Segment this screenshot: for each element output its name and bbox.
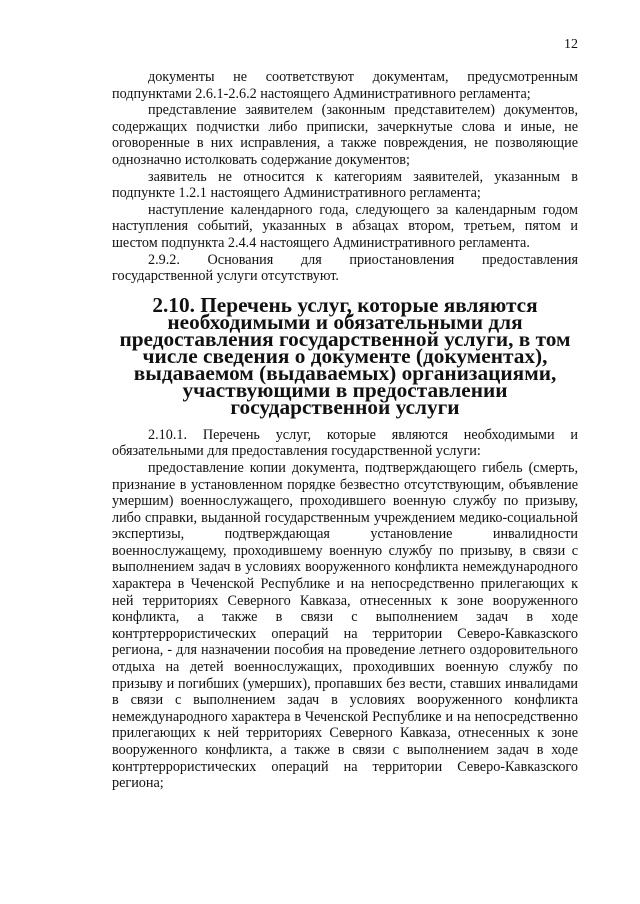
paragraph-corrections: представление заявителем (законным представителем) документов, содержащих подчистки либо приписки, зачеркнутые слова и иные, не оговоренные в них исправления, а также повреждения, не позволяющие однозначно истолковать содержание документов; (112, 102, 578, 168)
paragraph-document-copy: предоставление копии документа, подтверждающего гибель (смерть, признание в установленном порядке безвестно отсутствующим, объявление умершим) военнослужащего, проходившего военную службу по призыву, либо справки, выданной государственным учреждением медико-социальной экспертизы, подтверждающая установление инвалидности военнослужащему, проходившему военную службу по призыву, в связи с выполнением задач в условиях вооруженного конфликта немеждународного характера в Чеченской Республике и на непосредственно прилегающих к ней территориях Северного Кавказа, отнесенных к зоне вооруженного конфликта, а также в связи с выполнением задач в ходе контртеррористических операций на территории Северо-Кавказского региона, - для назначении пособия на проведение летнего оздоровительного отдыха на детей военнослужащих, проходивших военную службу по призыву и погибших (умерших), пропавших без вести, ставших инвалидами в связи с выполнением задач в условиях вооруженного конфликта немеждународного характера в Чеченской Республике и на непосредственно прилегающих к ней территориях Северного Кавказа, отнесенных к зоне вооруженного конфликта, а также в связи с выполнением задач в ходе контртеррористических операций на территории Северо-Кавказского региона; (112, 459, 578, 792)
paragraph-suspension-grounds: 2.9.2. Основания для приостановления предоставления государственной услуги отсутствуют. (112, 251, 578, 285)
paragraph-applicant-category: заявитель не относится к категориям заявителей, указанным в подпункте 1.2.1 настоящего Административного регламента; (112, 168, 578, 202)
section-heading: 2.10. Перечень услуг, которые являются необходимыми и обязательными для предоставления государственной услуги, в том числе сведения о документе (документах), выдаваемом (выдаваемых) организациями, участвующими в предоставлении государственной услуги (119, 292, 571, 419)
paragraph-documents-mismatch: документы не соответствуют документам, предусмотренным подпунктами 2.6.1-2.6.2 настоящего Административного регламента; (112, 69, 578, 102)
page-number: 12 (564, 37, 578, 52)
paragraph-calendar-year: наступление календарного года, следующего за календарным годом наступления событий, указанных в абзацах втором, третьем, пятом и шестом подпункта 2.4.4 настоящего Административного регламента. (112, 201, 578, 251)
paragraph-services-list: 2.10.1. Перечень услуг, которые являются необходимыми и обязательными для предоставления государственной услуги: (112, 426, 578, 460)
page-content (112, 69, 578, 792)
